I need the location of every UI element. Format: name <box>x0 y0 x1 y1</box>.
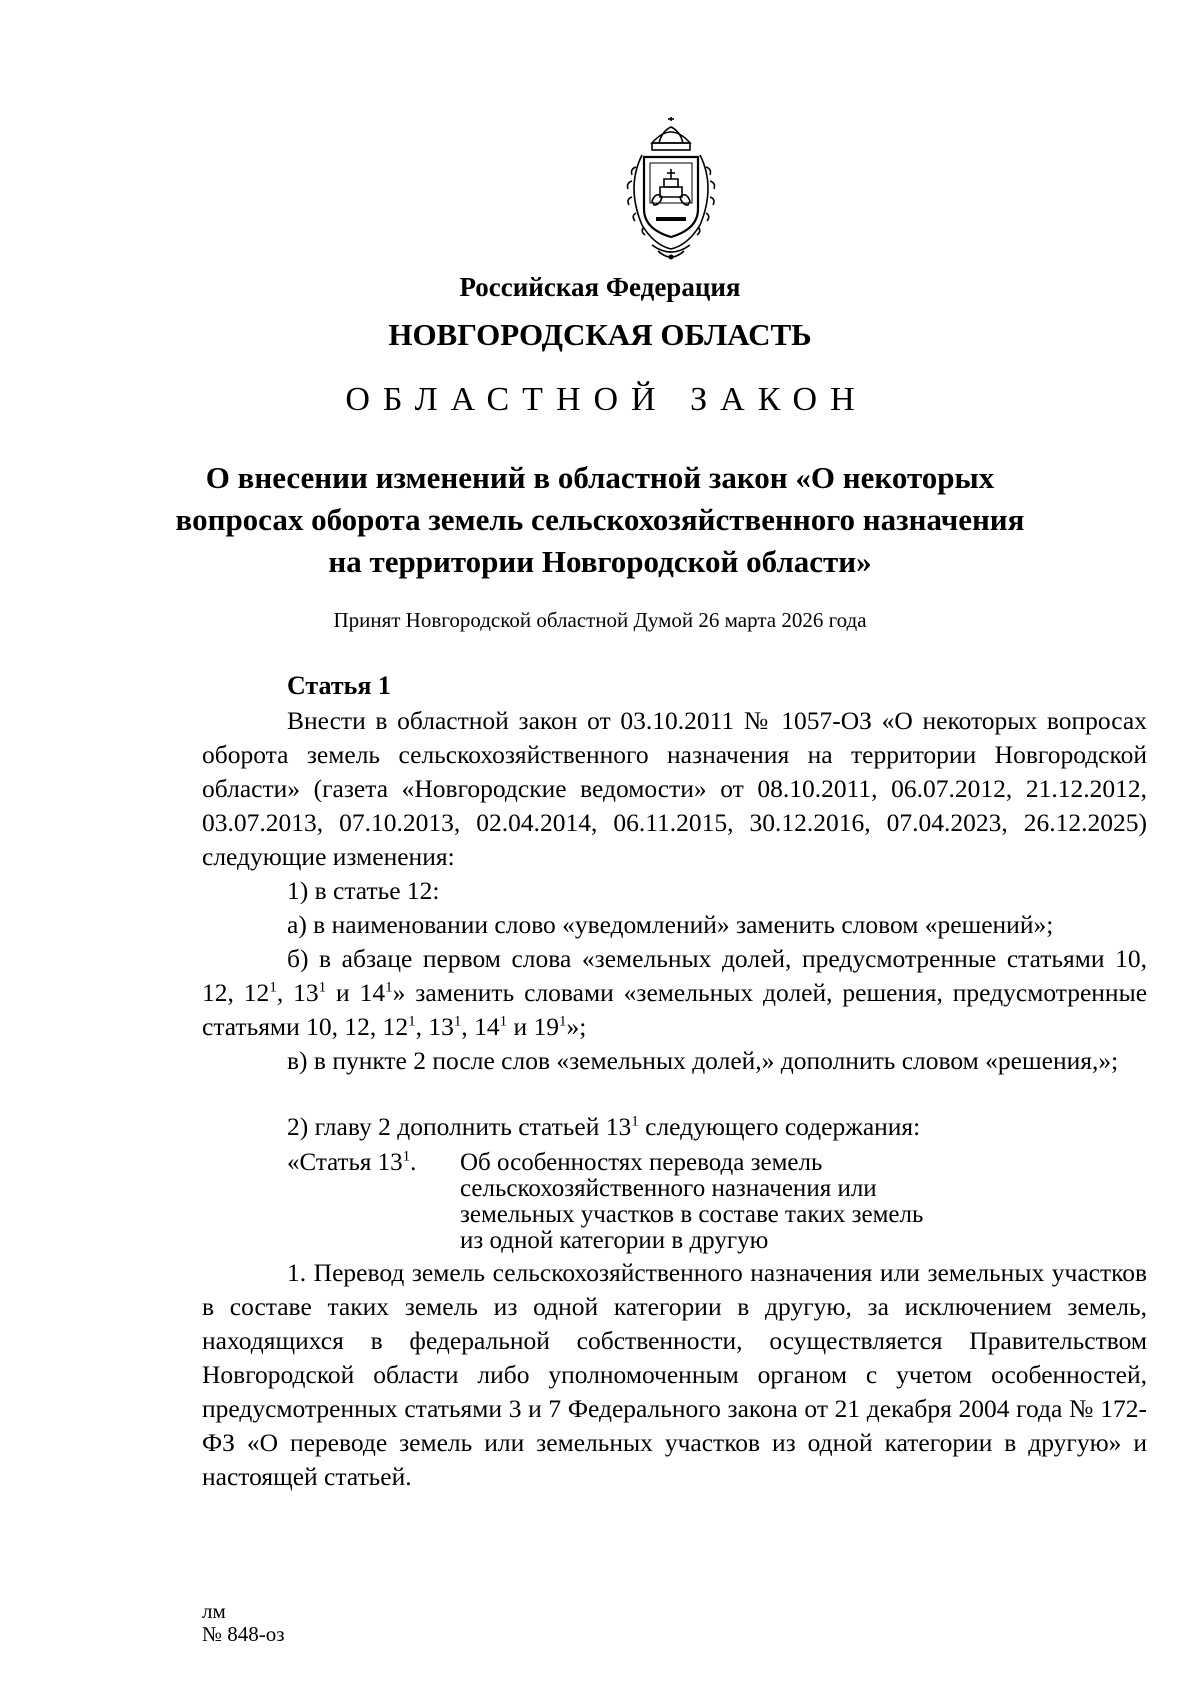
law-title-line: вопросах оборота земель сельскохозяйственного назначения <box>175 502 1025 537</box>
amendment-item-2: 2) главу 2 дополнить статьей $13^1$ следующего содержания: <box>287 1112 921 1141</box>
region-name: НОВГОРОДСКАЯ ОБЛАСТЬ <box>388 317 812 352</box>
article-1-body <box>202 704 1147 1078</box>
adoption-note: Принят Новгородской областной Думой 26 марта 2026 года <box>333 608 867 632</box>
document-kind: ОБЛАСТНОЙ ЗАКОН <box>345 381 868 418</box>
law-title <box>0 457 1200 583</box>
law-title-line: О внесении изменений в областной закон «О некоторых <box>205 460 995 495</box>
article-1-intro: Внести в областной закон от 03.10.2011 № 1057-ОЗ «О некоторых вопросах оборота земель сельскохозяйственного назначения на территории Новгородской области» (газета «Новгородские ведомости» от 08.10.2011, 06.07.2012, 21.12.2012, 03.07.2013, 07.10.2013, 02.04.2014, 06.11.2015, 30.12.2016, 07.04.2023, 26.12.2025) следующие изменения: <box>202 706 1147 871</box>
amendment-item-1b: б) в абзаце первом слова «земельных долей, предусмотренные статьями 10, 12, $12^1$, $13^1$ и $14^1$» заменить словами «земельных долей, решения, предусмотренные статьями 10, 12, $12^1$, $13^1$, $14^1$ и $19^1$»; <box>202 944 1148 1041</box>
federation-name: Российская Федерация <box>459 272 741 302</box>
coat-of-arms-emblem <box>612 117 730 265</box>
footer-doc-number: № 848-оз <box>202 1622 285 1646</box>
amendment-item-1c: в) в пункте 2 после слов «земельных долей,» дополнить словом «решения,»; <box>287 1046 1119 1075</box>
footer <box>202 1600 285 1646</box>
footer-initials: лм <box>202 1599 226 1623</box>
article-1-heading: Статья 1 <box>287 671 391 700</box>
law-title-line: на территории Новгородской области» <box>328 544 872 579</box>
amendment-item-1: 1) в статье 12: <box>287 876 440 905</box>
article-13-1-label: «Статья $13^1$. <box>287 1148 417 1176</box>
amendment-item-1a: а) в наименовании слово «уведомлений» заменить словом «решений»; <box>287 910 1054 939</box>
article-13-1-point-1: 1. Перевод земель сельскохозяйственного назначения или земельных участков в составе таких земель из одной категории в другую, за исключением земель, находящихся в федеральной собственности, осуществляется Правительством Новгородской области либо уполномоченным органом с учетом особенностей, предусмотренных статьями 3 и 7 Федерального закона от 21 декабря 2004 года № 172-ФЗ «О переводе земель или земельных участков из одной категории в другую» и настоящей статьей. <box>202 1258 1147 1491</box>
article-13-1-title: Об особенностях перевода земель сельскохозяйственного назначения или земельных участков в составе таких земель из одной категории в другую <box>460 1149 924 1254</box>
